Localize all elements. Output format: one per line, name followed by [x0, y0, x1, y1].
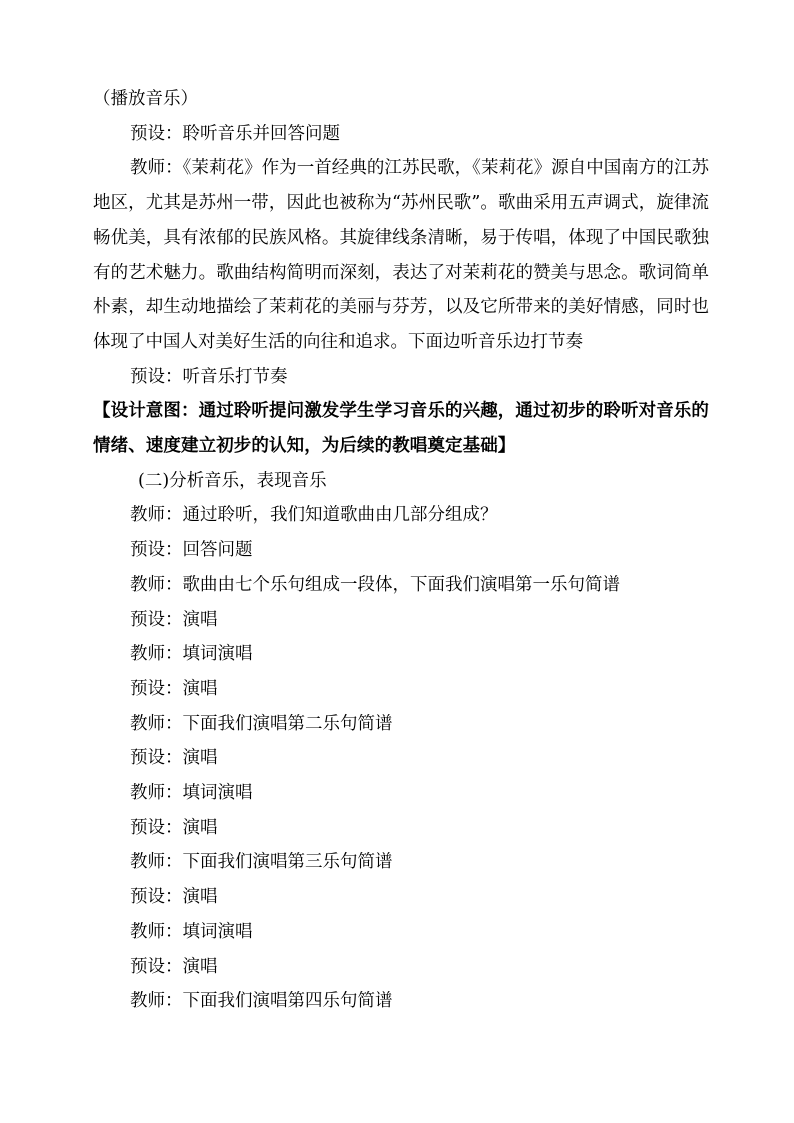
document-body	[93, 82, 709, 1019]
dialogue-line: 教师：下面我们演唱第四乐句简谱	[130, 991, 393, 1012]
preset-listen: 预设：聆听音乐并回答问题	[130, 123, 340, 144]
dialogue-line: 教师：下面我们演唱第二乐句简谱	[130, 713, 393, 734]
dialogue-line: 教师：通过聆听，我们知道歌曲由几部分组成？	[130, 505, 498, 526]
dialogue-line: 教师：填词演唱	[130, 783, 253, 804]
dialogue-line: 教师：歌曲由七个乐句组成一段体，下面我们演唱第一乐句简谱	[130, 574, 620, 595]
dialogue-line: 预设：演唱	[130, 609, 218, 630]
dialogue-line: 教师：填词演唱	[130, 921, 253, 942]
stage-direction-play-music: （播放音乐）	[93, 89, 198, 109]
dialogue-line: 教师：下面我们演唱第三乐句简谱	[130, 852, 393, 873]
dialogue-line: 预设：回答问题	[130, 540, 253, 561]
dialogue-line: 预设：演唱	[130, 748, 218, 769]
section-heading: (二)分析音乐，表现音乐	[138, 470, 327, 491]
teacher-intro-paragraph: 教师：《茉莉花》作为一首经典的江苏民歌，《茉莉花》源自中国南方的江苏地区，尤其是苏州一带，因此也被称为“苏州民歌”。歌曲采用五声调式，旋律流畅优美，具有浓郁的民族风格。其旋律线条清晰，易于传唱，体现了中国民歌独有的艺术魅力。歌曲结构简明而深刻，表达了对茉莉花的赞美与思念。歌词简单朴素，却生动地描绘了茉莉花的美丽与芬芳，以及它所带来的美好情感，同时也体现了中国人对美好生活的向往和追求。下面边听音乐边打节奏	[93, 158, 709, 352]
dialogue-line: 预设：演唱	[130, 956, 218, 977]
dialogue-line: 预设：演唱	[130, 817, 218, 838]
dialogue-line: 教师：填词演唱	[130, 644, 253, 665]
design-intent-paragraph: 【设计意图：通过聆听提问激发学生学习音乐的兴趣，通过初步的聆听对音乐的情绪、速度建立初步的认知，为后续的教唱奠定基础】	[93, 401, 709, 457]
preset-rhythm: 预设：听音乐打节奏	[130, 366, 288, 387]
dialogue-line: 预设：演唱	[130, 678, 218, 699]
dialogue-line: 预设：演唱	[130, 887, 218, 908]
